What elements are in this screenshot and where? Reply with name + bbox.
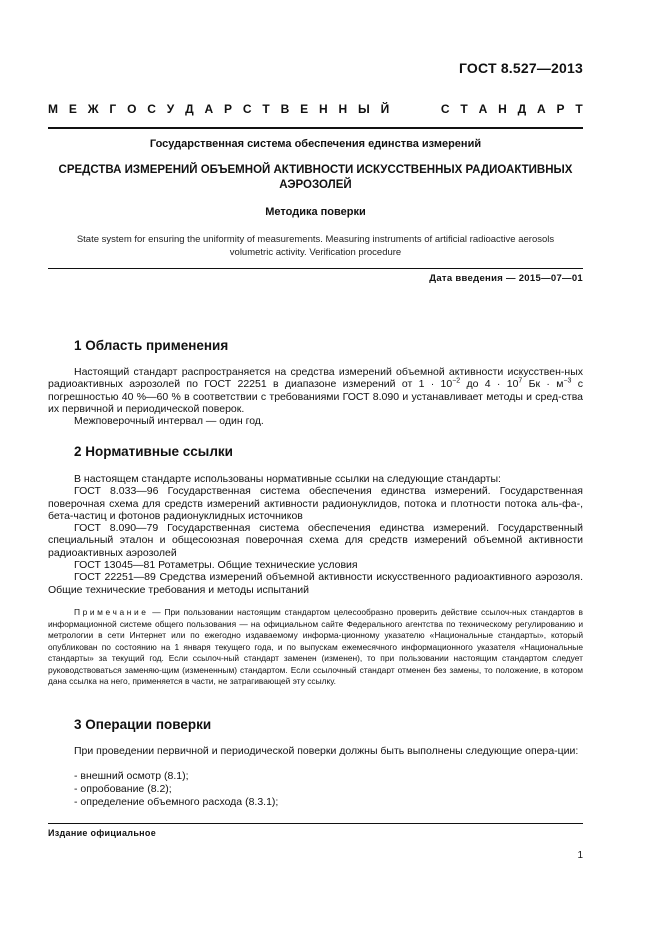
banner-letter: Е: [300, 102, 309, 116]
banner-letter: У: [166, 102, 175, 116]
banner-letter: В: [280, 102, 290, 116]
banner-letter: О: [127, 102, 137, 116]
footer-rule: [48, 823, 583, 824]
list-item: - опробование (8.2);: [74, 782, 172, 795]
official-edition: Издание официальное: [48, 828, 157, 838]
banner-letter: Ж: [87, 102, 99, 116]
section-3-heading: 3 Операции поверки: [74, 717, 212, 732]
banner-letter: Й: [380, 102, 390, 116]
section-1-body: [48, 366, 583, 427]
document-title-line2: АЭРОЗОЛЕЙ: [279, 179, 352, 191]
reference-item: ГОСТ 8.033—96 Государственная система обеспечения единства измерений. Государственная поверочная схема для средств измерений активности радионуклидов, потока и плотности потока аль-фа-, бета-частиц и фотонов радионуклидных источников: [48, 485, 583, 522]
banner-letter: Ы: [357, 102, 370, 116]
reference-item: ГОСТ 8.090—79 Государственная система обеспечения единства измерений. Государственный специальный эталон и общесоюзная поверочная схема для средств измерений объемной активности радиоактивных аэрозолей: [48, 522, 583, 559]
banner-letter: Т: [262, 102, 270, 116]
banner-letter: Г: [109, 102, 117, 116]
middle-rule: [48, 268, 583, 269]
operations-list: [74, 770, 278, 808]
section-3-intro: При проведении первичной и периодической поверки должны быть выполнены следующие опера-ции:: [74, 745, 579, 757]
reference-note: [48, 607, 583, 688]
banner-letter: А: [537, 102, 546, 116]
banner-letter: С: [147, 102, 156, 116]
section-1-paragraph: Настоящий стандарт распространяется на средства измерений объемной активности искусствен-ных радиоактивных аэрозолей по ГОСТ 22251 в диапазоне измерений от $1 \cdot 10^{-2}$ до $4 \cdot 10^7$ Бк · $м^{-3}$ с погрешностью 40 %—60 % в соответствии с требованиями ГОСТ 8.090 и устанавливает методы и сред-ства их первичной и периодической поверок.: [48, 366, 584, 415]
standard-code: ГОСТ 8.527—2013: [458, 60, 583, 76]
section-1-interval: Межповерочный интервал — один год.: [74, 415, 264, 428]
page-number: 1: [577, 850, 583, 861]
banner-letter: Е: [68, 102, 77, 116]
section-2-heading: 2 Нормативные ссылки: [74, 444, 233, 459]
banner-gap: [400, 102, 430, 116]
banner-letter: Н: [498, 102, 507, 116]
reference-item: ГОСТ 22251—89 Средства измерений объемной активности искусственного радиоактивного аэрозоля. Общие технические требования и методы испытаний: [48, 571, 583, 596]
list-item: - определение объемного расхода (8.3.1);: [74, 795, 279, 808]
note-text: — При пользовании настоящим стандартом целесообразно проверить действие ссылоч-ных стандартов в информационной системе общего пользования — на официальном сайте Федерального агентства по техническому регулированию и метрологии в сети Интернет или по ежегодно издаваемому информа-ционному указателю «Национальные стандарты», который опубликован по состоянию на 1 января текущего года, и по выпускам ежемесячного информационного указателя «Национальные стандарты» за текущий год. Если ссылоч-ный стандарт заменен (изменен), то при пользовании настоящим стандартом следует руководствоваться заменяю-щим (измененным) стандартом. Если ссылочный стандарт отменен без замены, то положение, в котором дана ссылка на него, применяется в части, не затрагивающей эту ссылку.: [48, 607, 583, 686]
document-title-line1: СРЕДСТВА ИЗМЕРЕНИЙ ОБЪЕМНОЙ АКТИВНОСТИ ИСКУССТВЕННЫХ РАДИОАКТИВНЫХ: [58, 164, 573, 176]
section-2-intro: В настоящем стандарте использованы нормативные ссылки на следующие стандарты:: [74, 473, 501, 485]
english-title-line2: volumetric activity. Verification procedure: [229, 247, 402, 258]
section-2-body: [48, 473, 583, 596]
banner-letter: С: [440, 102, 450, 116]
banner-letter: Д: [517, 102, 527, 116]
english-title-line1: State system for ensuring the uniformity of measurements. Measuring instruments of artificial radioactive aerosols: [76, 234, 555, 245]
document-title: [48, 163, 583, 193]
note-label: Примечание: [74, 607, 149, 617]
section-1-heading: 1 Область применения: [74, 338, 229, 353]
standard-type-banner: [48, 102, 583, 116]
english-title: [48, 233, 583, 259]
banner-letter: С: [242, 102, 252, 116]
banner-letter: М: [48, 102, 58, 116]
banner-letter: Р: [556, 102, 565, 116]
system-title: Государственная система обеспечения единства измерений: [149, 138, 482, 150]
document-subtitle: Методика поверки: [265, 206, 366, 218]
banner-letter: Д: [185, 102, 194, 116]
reference-item: ГОСТ 13045—81 Ротаметры. Общие технические условия: [74, 559, 358, 572]
list-item: - внешний осмотр (8.1);: [74, 770, 189, 782]
banner-letter: Р: [224, 102, 233, 116]
banner-letter: Т: [575, 102, 583, 116]
banner-letter: А: [204, 102, 214, 116]
banner-letter: Н: [338, 102, 348, 116]
banner-letter: Т: [460, 102, 468, 116]
top-rule: [48, 127, 583, 129]
banner-letter: А: [478, 102, 488, 116]
introduction-date: Дата введения — 2015—07—01: [429, 273, 583, 284]
banner-letter: Н: [318, 102, 328, 116]
